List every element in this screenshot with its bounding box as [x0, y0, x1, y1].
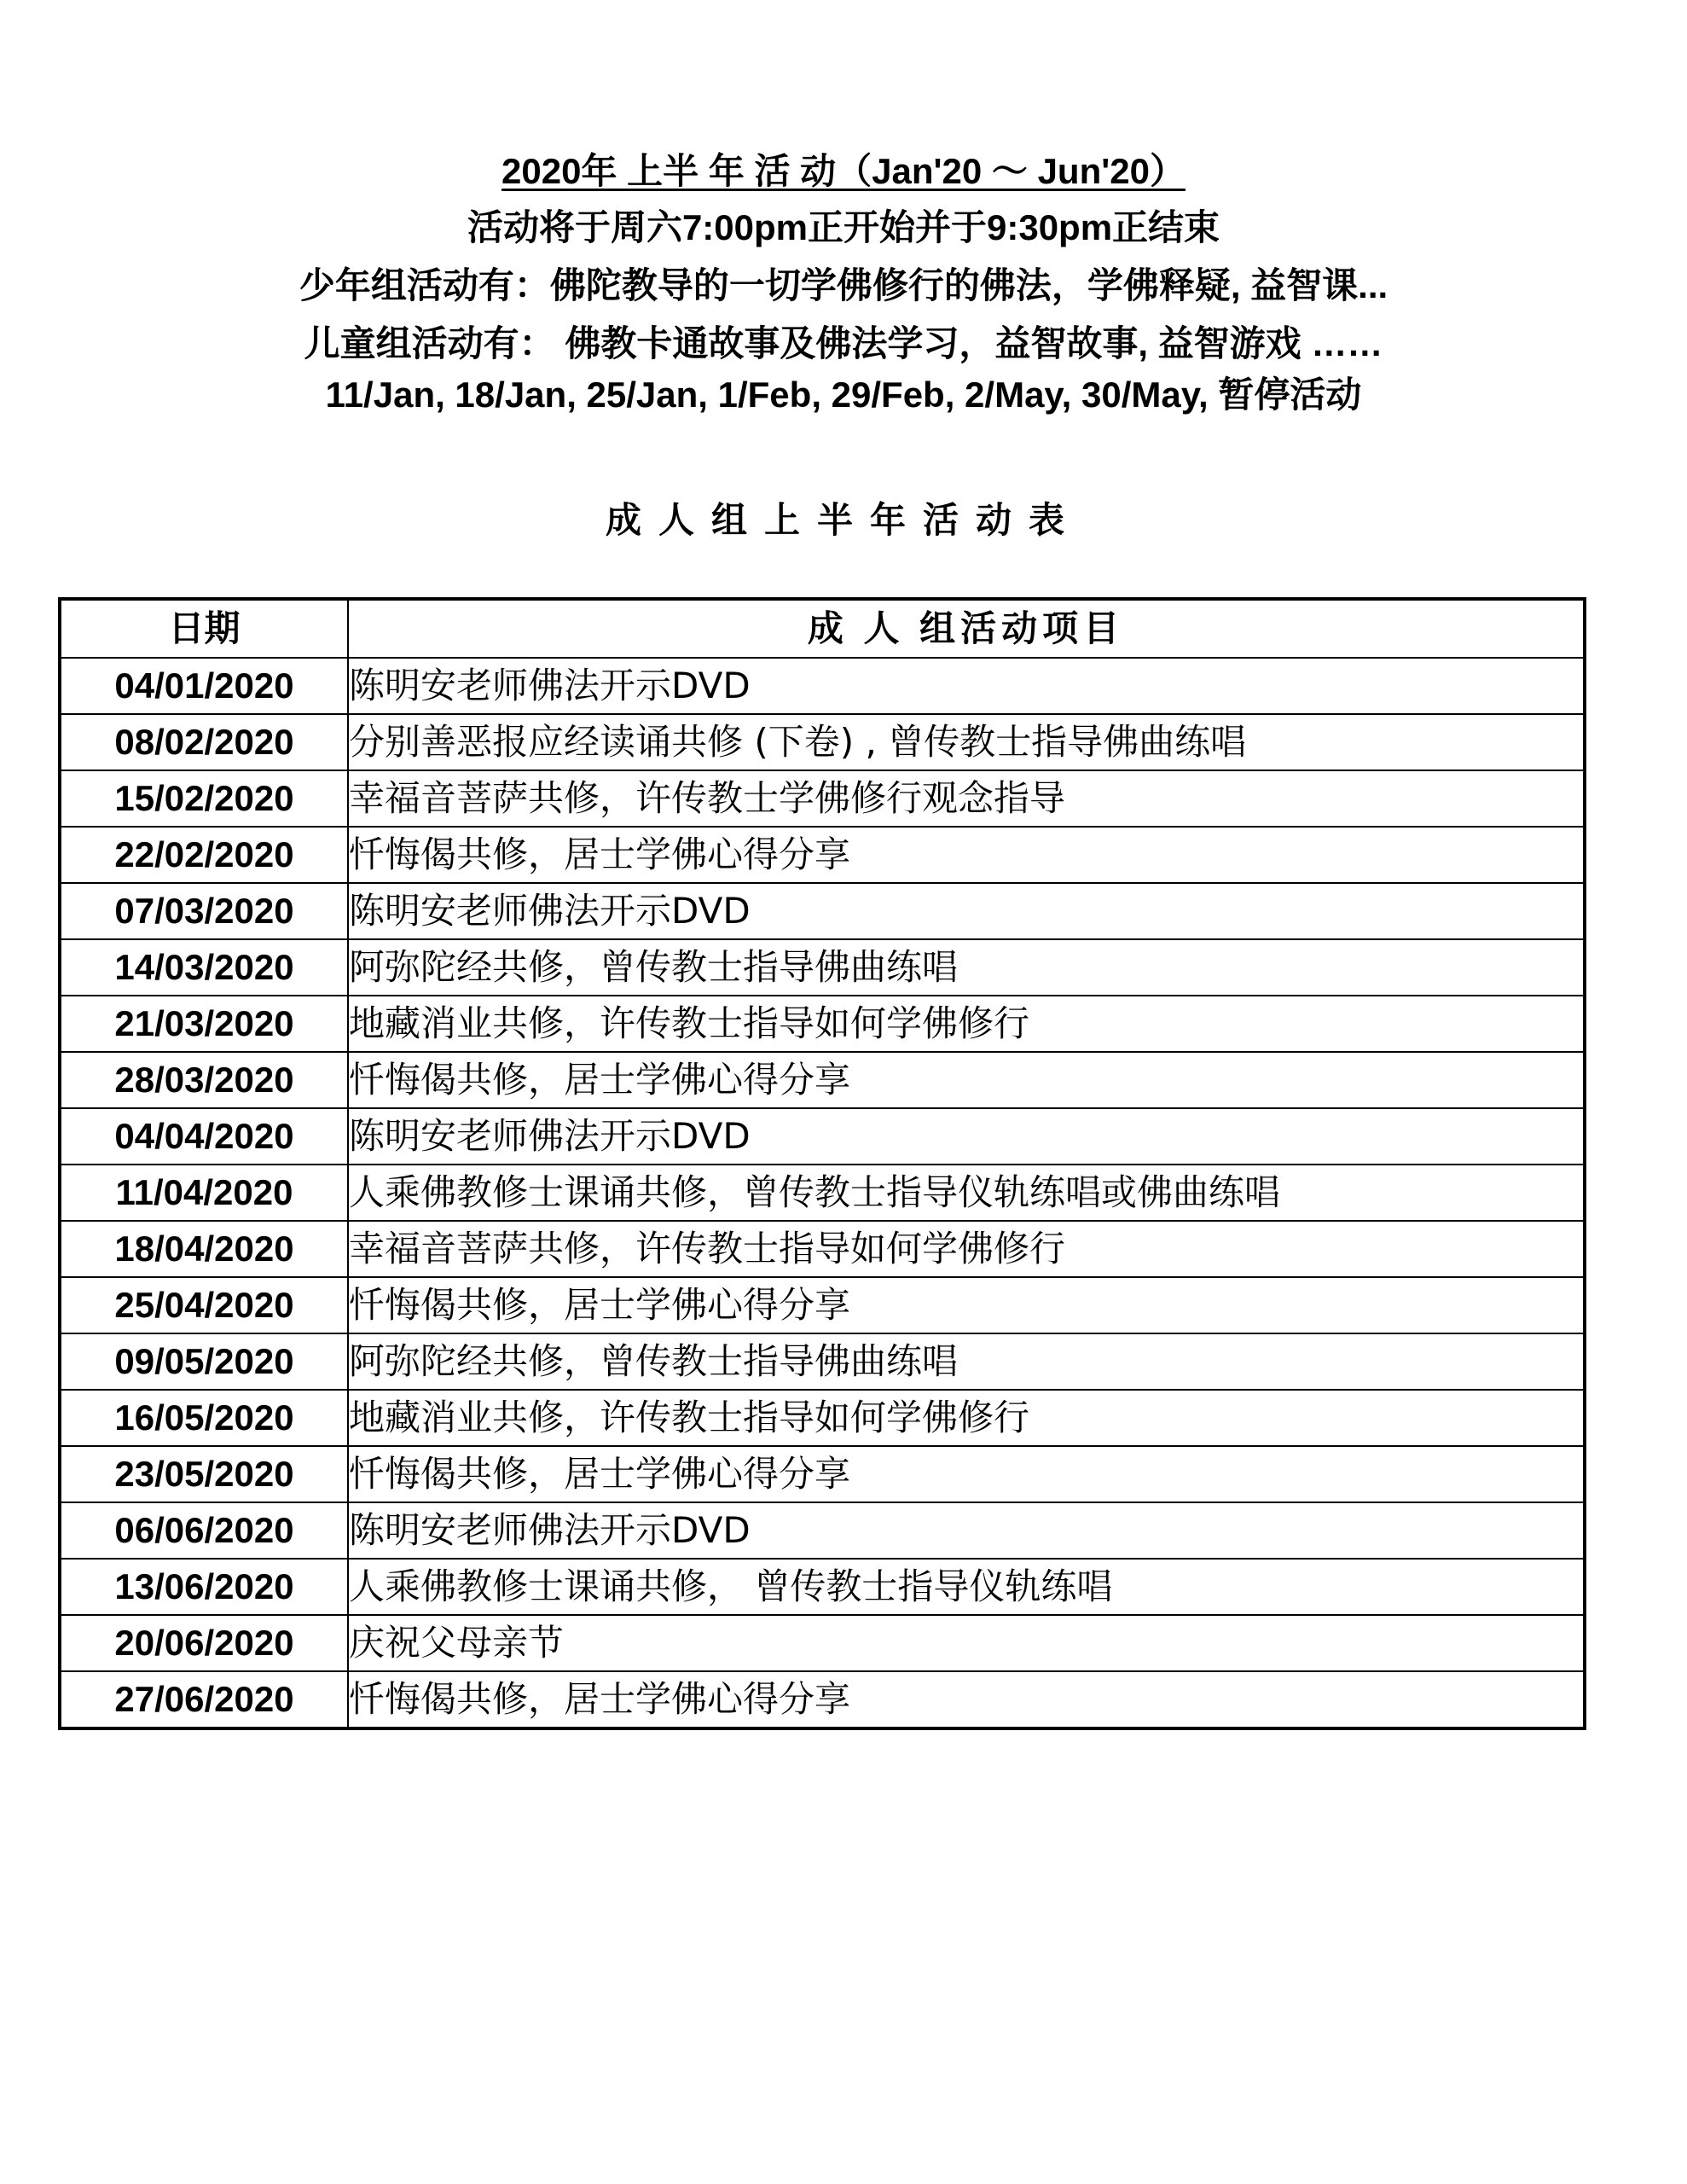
table-row: [60, 1277, 1585, 1333]
row-date: 23/05/2020: [60, 1446, 348, 1502]
row-date: 06/06/2020: [60, 1502, 348, 1559]
table-row: [60, 714, 1585, 770]
row-date: 11/04/2020: [60, 1165, 348, 1221]
row-activity: 忏悔偈共修，居士学佛心得分享: [348, 1277, 1585, 1333]
row-activity: 陈明安老师佛法开示DVD: [348, 883, 1585, 939]
table-row: [60, 939, 1585, 996]
row-activity: 地藏消业共修，许传教士指导如何学佛修行: [348, 996, 1585, 1052]
row-activity: 人乘佛教修士课诵共修，曾传教士指导仪轨练唱或佛曲练唱: [348, 1165, 1585, 1221]
row-activity: 幸福音菩萨共修，许传教士学佛修行观念指导: [348, 770, 1585, 827]
row-date: 18/04/2020: [60, 1221, 348, 1277]
table-row: [60, 1671, 1585, 1728]
table-header-row: [60, 599, 1585, 658]
row-activity: 陈明安老师佛法开示DVD: [348, 1108, 1585, 1165]
row-date: 04/01/2020: [60, 658, 348, 714]
row-date: 28/03/2020: [60, 1052, 348, 1108]
table-row: [60, 1108, 1585, 1165]
row-date: 15/02/2020: [60, 770, 348, 827]
row-date: 22/02/2020: [60, 827, 348, 883]
row-activity: 阿弥陀经共修，曾传教士指导佛曲练唱: [348, 1333, 1585, 1390]
suspended-dates-line: 11/Jan, 18/Jan, 25/Jan, 1/Feb, 29/Feb, 2/May, 30/May, 暂停活动: [325, 375, 1362, 415]
row-activity: 陈明安老师佛法开示DVD: [348, 1502, 1585, 1559]
row-activity: 分别善恶报应经读诵共修 (下卷) , 曾传教士指导佛曲练唱: [348, 714, 1585, 770]
row-activity: 忏悔偈共修，居士学佛心得分享: [348, 827, 1585, 883]
table-row: [60, 1559, 1585, 1615]
table-row: [60, 1052, 1585, 1108]
row-activity: 忏悔偈共修，居士学佛心得分享: [348, 1446, 1585, 1502]
row-activity: 阿弥陀经共修，曾传教士指导佛曲练唱: [348, 939, 1585, 996]
table-row: [60, 996, 1585, 1052]
row-date: 21/03/2020: [60, 996, 348, 1052]
table-row: [60, 827, 1585, 883]
row-activity: 幸福音菩萨共修，许传教士指导如何学佛修行: [348, 1221, 1585, 1277]
table-row: [60, 1165, 1585, 1221]
row-date: 04/04/2020: [60, 1108, 348, 1165]
document-title: 2020年 上半 年 活 动（Jan'20 ～ Jun'20）: [501, 151, 1186, 191]
table-row: [60, 1333, 1585, 1390]
row-date: 20/06/2020: [60, 1615, 348, 1671]
row-activity: 人乘佛教修士课诵共修， 曾传教士指导仪轨练唱: [348, 1559, 1585, 1615]
table-row: [60, 1390, 1585, 1446]
row-date: 27/06/2020: [60, 1671, 348, 1728]
table-row: [60, 770, 1585, 827]
row-date: 08/02/2020: [60, 714, 348, 770]
table-title: 成人组上半年活动表: [605, 500, 1081, 540]
column-header-activity: 成 人 组活动项目: [348, 599, 1585, 658]
row-activity: 忏悔偈共修，居士学佛心得分享: [348, 1671, 1585, 1728]
document-header: [0, 150, 1687, 416]
row-date: 14/03/2020: [60, 939, 348, 996]
table-row: [60, 1615, 1585, 1671]
row-date: 16/05/2020: [60, 1390, 348, 1446]
children-group-line: 儿童组活动有： 佛教卡通故事及佛法学习，益智故事, 益智游戏 ……: [304, 323, 1383, 363]
row-activity: 庆祝父母亲节: [348, 1615, 1585, 1671]
row-date: 25/04/2020: [60, 1277, 348, 1333]
table-row: [60, 1221, 1585, 1277]
adult-schedule-table: [58, 597, 1586, 1730]
table-row: [60, 1446, 1585, 1502]
row-activity: 地藏消业共修，许传教士指导如何学佛修行: [348, 1390, 1585, 1446]
table-row: [60, 1502, 1585, 1559]
schedule-time-line: 活动将于周六7:00pm正开始并于9:30pm正结束: [467, 207, 1220, 247]
table-body: [60, 658, 1585, 1728]
row-date: 09/05/2020: [60, 1333, 348, 1390]
row-date: 07/03/2020: [60, 883, 348, 939]
row-activity: 忏悔偈共修，居士学佛心得分享: [348, 1052, 1585, 1108]
table-row: [60, 883, 1585, 939]
table-row: [60, 658, 1585, 714]
row-activity: 陈明安老师佛法开示DVD: [348, 658, 1585, 714]
column-header-date: 日期: [60, 599, 348, 658]
youth-group-line: 少年组活动有：佛陀教导的一切学佛修行的佛法，学佛释疑, 益智课...: [299, 265, 1388, 305]
row-date: 13/06/2020: [60, 1559, 348, 1615]
